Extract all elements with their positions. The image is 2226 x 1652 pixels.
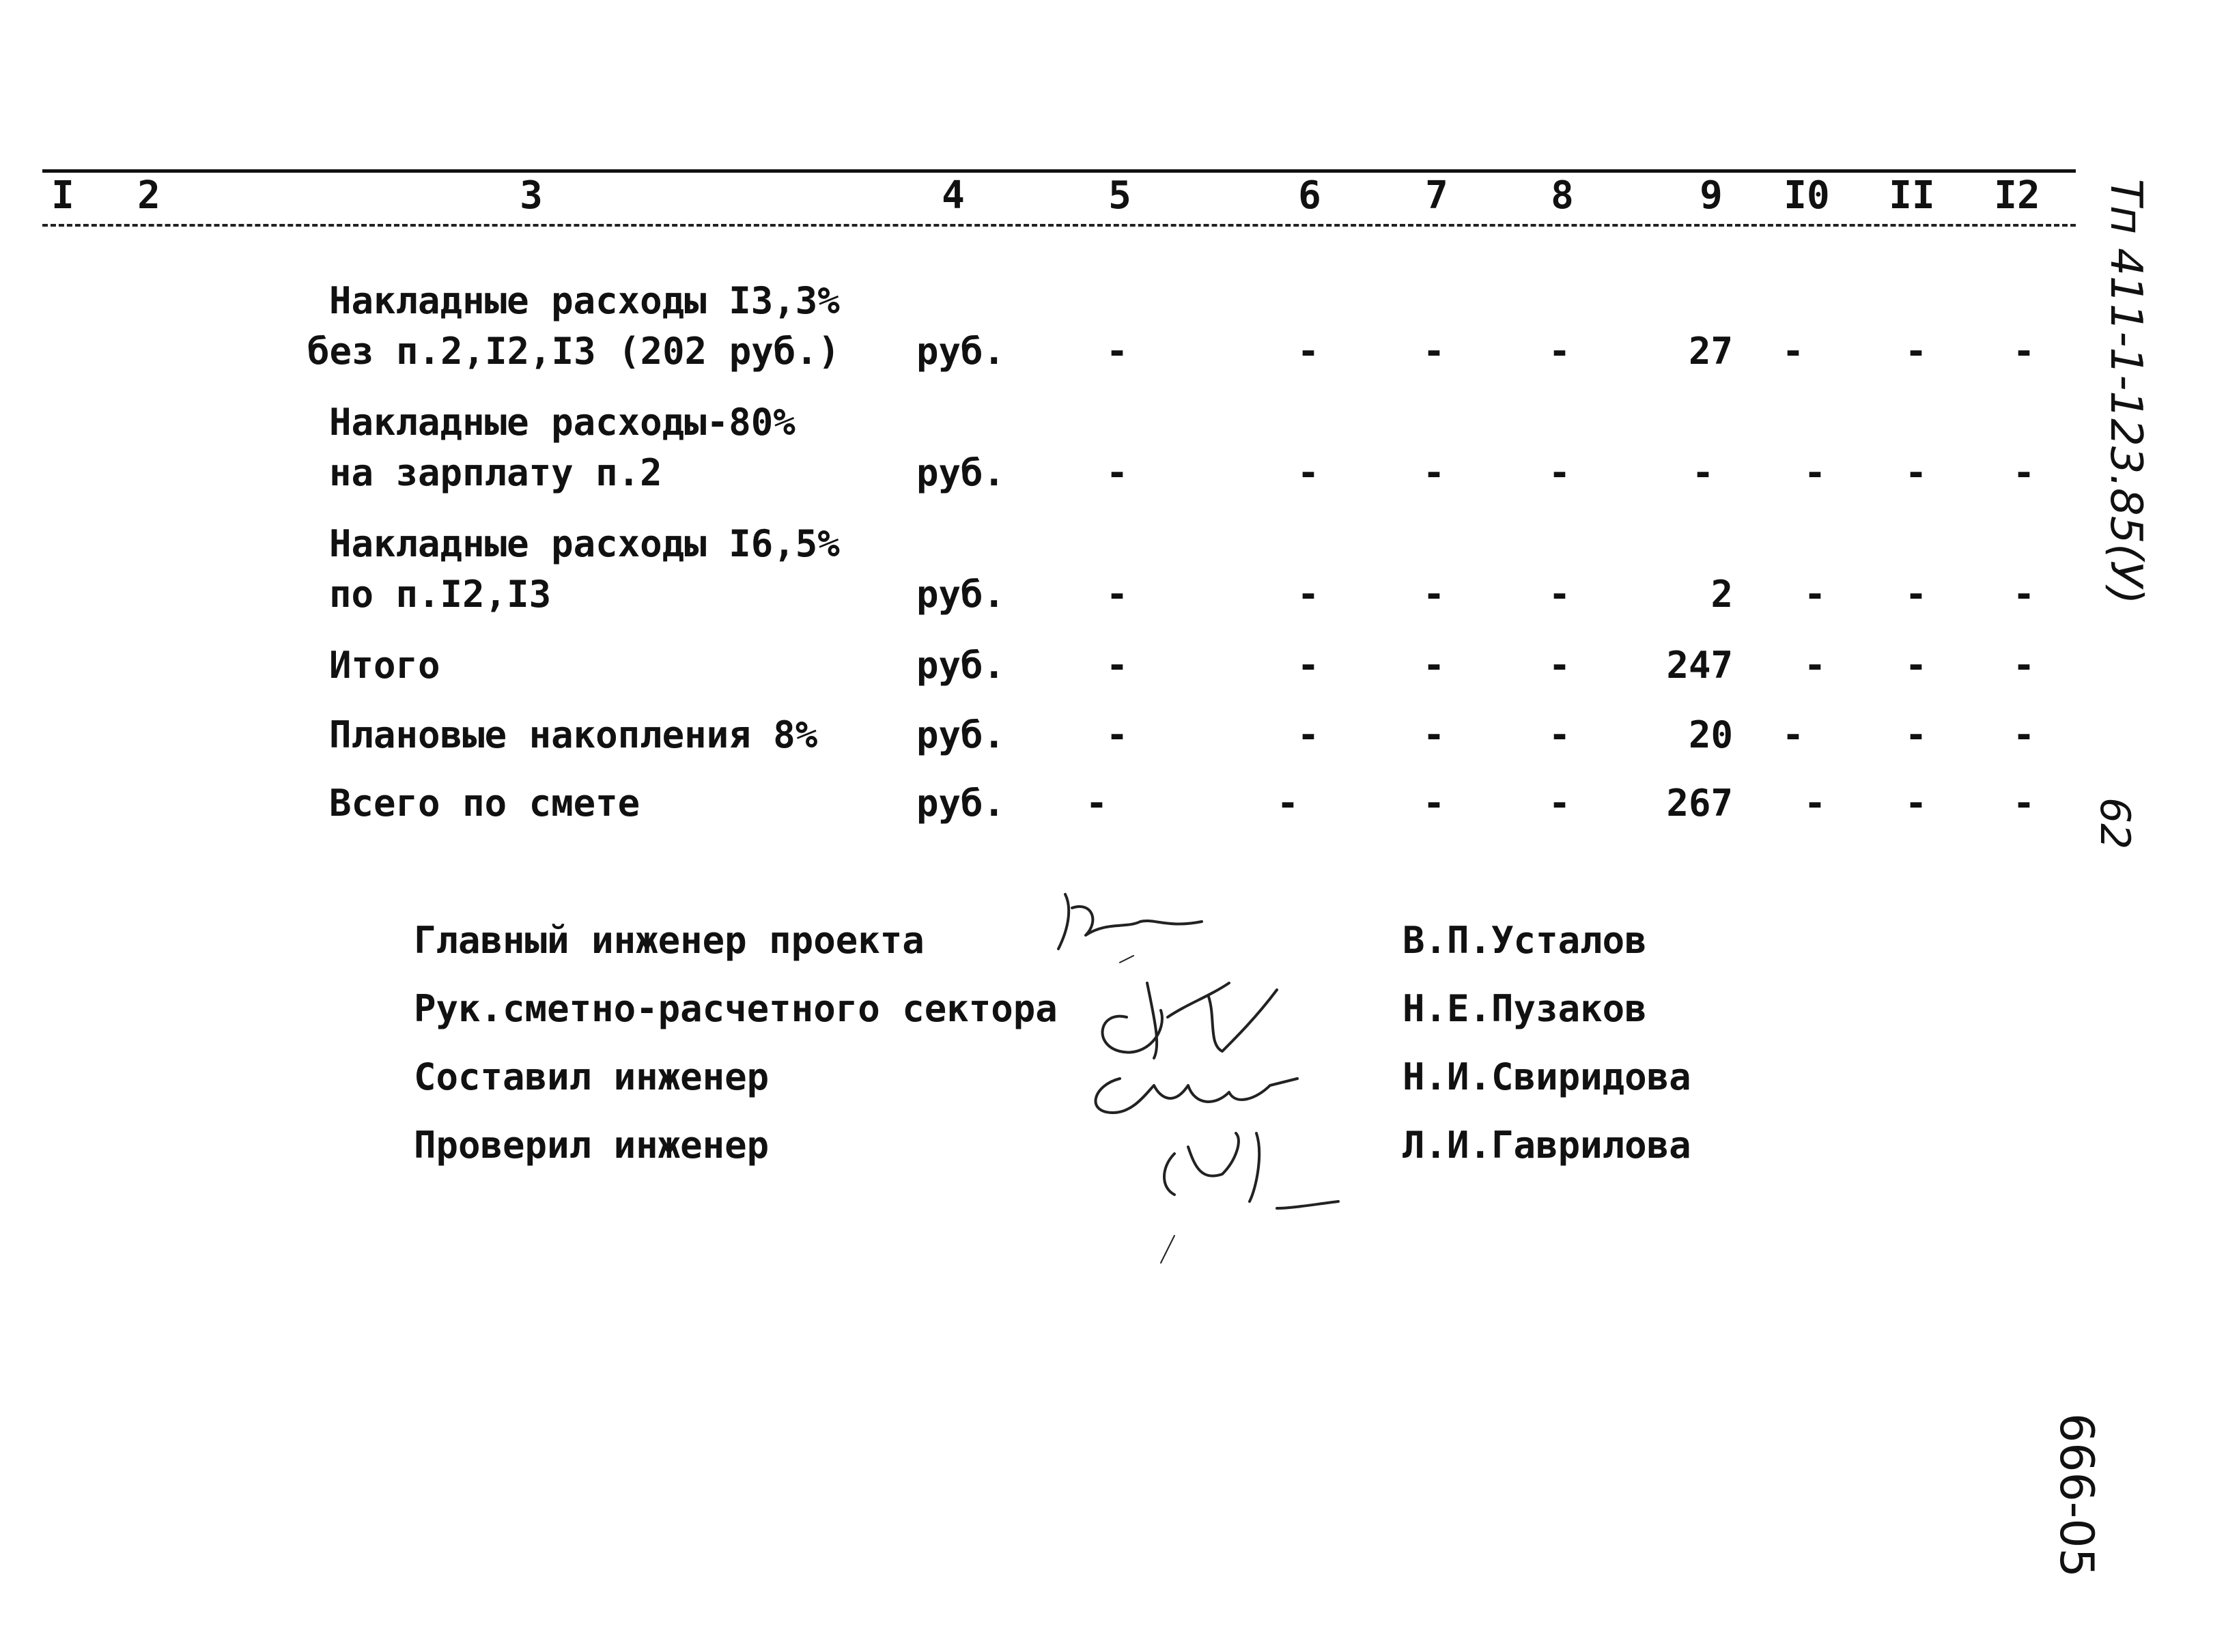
cell-col9: 267 (1666, 782, 1733, 825)
row-description-line: Накладные расходы I6,5% (329, 522, 840, 565)
row-description-line: без п.2,I2,I3 (202 руб.) (307, 330, 841, 373)
signatory-title: Проверил инженер (414, 1124, 770, 1167)
column-number-12: I2 (1994, 173, 2040, 218)
cell-col6: - (1276, 782, 1299, 825)
cell-col7: - (1422, 782, 1446, 825)
cell-col11: - (1904, 713, 1928, 756)
signatory-title: Рук.сметно-расчетного сектора (414, 987, 1058, 1030)
cell-col10: - (1803, 644, 1827, 687)
column-number-10: I0 (1784, 173, 1830, 218)
cell-col6: - (1297, 573, 1320, 616)
cell-col5: - (1105, 644, 1129, 687)
cell-col8: - (1548, 451, 1571, 494)
row-unit: руб. (916, 330, 1006, 373)
cell-col6: - (1297, 451, 1320, 494)
column-number-6: 6 (1298, 173, 1321, 218)
row-description-line: по п.I2,I3 (329, 573, 552, 616)
column-number-7: 7 (1425, 173, 1448, 218)
signatory-title: Составил инженер (414, 1055, 770, 1098)
handwritten-signatures (1052, 881, 1352, 1277)
row-description-line: на зарплату п.2 (329, 451, 662, 494)
cell-col9: 2 (1710, 573, 1733, 616)
signatory-name: Н.И.Свиридова (1403, 1055, 1691, 1098)
inventory-number: 666-05 (2049, 1413, 2103, 1578)
row-unit: руб. (916, 573, 1006, 616)
cell-col9: - (1691, 451, 1715, 494)
cell-col8: - (1548, 573, 1571, 616)
cell-col11: - (1904, 330, 1928, 373)
row-description-line: Накладные расходы I3,3% (329, 279, 840, 322)
cell-col7: - (1422, 451, 1446, 494)
cell-col7: - (1422, 713, 1446, 756)
cell-col10: - (1803, 451, 1827, 494)
column-number-1: I (51, 173, 74, 218)
cell-col5: - (1105, 573, 1129, 616)
cell-col8: - (1548, 782, 1571, 825)
cell-col9: 20 (1688, 713, 1733, 756)
column-number-3: 3 (520, 173, 543, 218)
cell-col7: - (1422, 573, 1446, 616)
signatory-name: Л.И.Гаврилова (1403, 1124, 1691, 1167)
row-unit: руб. (916, 451, 1006, 494)
page-number: 62 (2091, 797, 2139, 850)
cell-col10: - (1781, 330, 1805, 373)
row-description-line: Всего по смете (329, 782, 640, 825)
cell-col5: - (1085, 782, 1108, 825)
cell-col12: - (2012, 330, 2035, 373)
cell-col12: - (2012, 644, 2035, 687)
cell-col11: - (1904, 644, 1928, 687)
column-number-4: 4 (942, 173, 965, 218)
document-code: Тп 411-1-123.85(У) (2100, 179, 2151, 605)
column-number-8: 8 (1551, 173, 1574, 218)
cell-col9: 27 (1688, 330, 1733, 373)
signatory-title: Главный инженер проекта (414, 919, 925, 962)
row-description-line: Плановые накопления 8% (329, 713, 818, 756)
cell-col5: - (1105, 713, 1129, 756)
table-header-rule (42, 224, 2076, 227)
cell-col10: - (1803, 573, 1827, 616)
column-number-2: 2 (137, 173, 160, 218)
cell-col10: - (1781, 713, 1805, 756)
row-unit: руб. (916, 644, 1006, 687)
cell-col7: - (1422, 644, 1446, 687)
signatory-name: В.П.Усталов (1403, 919, 1647, 962)
row-description-line: Накладные расходы-80% (329, 401, 795, 444)
cell-col9: 247 (1666, 644, 1733, 687)
cell-col11: - (1904, 573, 1928, 616)
row-unit: руб. (916, 782, 1006, 825)
cell-col8: - (1548, 644, 1571, 687)
cell-col7: - (1422, 330, 1446, 373)
cell-col6: - (1297, 713, 1320, 756)
signatory-name: Н.Е.Пузаков (1403, 987, 1647, 1030)
column-number-11: II (1889, 173, 1935, 218)
cell-col6: - (1297, 330, 1320, 373)
cell-col12: - (2012, 713, 2035, 756)
cell-col11: - (1904, 451, 1928, 494)
column-number-9: 9 (1700, 173, 1723, 218)
cell-col5: - (1105, 330, 1129, 373)
column-number-5: 5 (1108, 173, 1131, 218)
cell-col12: - (2012, 451, 2035, 494)
cell-col11: - (1904, 782, 1928, 825)
cell-col5: - (1105, 451, 1129, 494)
cell-col8: - (1548, 713, 1571, 756)
row-unit: руб. (916, 713, 1006, 756)
cell-col12: - (2012, 573, 2035, 616)
cell-col6: - (1297, 644, 1320, 687)
cell-col10: - (1803, 782, 1827, 825)
row-description-line: Итого (329, 644, 440, 687)
cell-col8: - (1548, 330, 1571, 373)
cell-col12: - (2012, 782, 2035, 825)
